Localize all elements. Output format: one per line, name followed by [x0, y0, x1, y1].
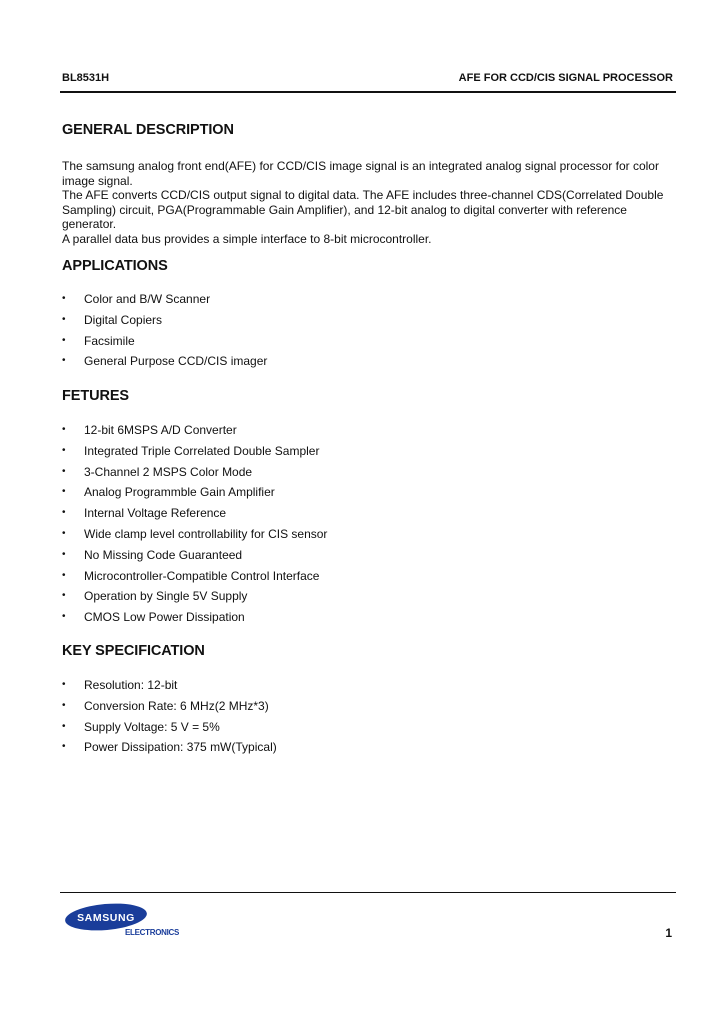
bullet-icon: • [62, 720, 66, 732]
list-item: • Power Dissipation: 375 mW(Typical) [62, 740, 277, 755]
general-description-section [62, 122, 682, 247]
key-specification-heading: KEY SPECIFICATION [62, 643, 205, 659]
specification-list [62, 678, 682, 761]
header-divider [60, 91, 676, 93]
list-item: • Operation by Single 5V Supply [62, 589, 248, 604]
bullet-icon: • [62, 465, 66, 477]
list-item: • Microcontroller-Compatible Control Interface [62, 568, 320, 583]
bullet-icon: • [62, 699, 66, 711]
bullet-icon: • [62, 355, 66, 367]
list-item: • Supply Voltage: 5 V = 5% [62, 719, 220, 734]
page-number: 1 [665, 926, 672, 940]
document-title: AFE FOR CCD/CIS SIGNAL PROCESSOR [458, 72, 673, 84]
bullet-icon: • [62, 444, 66, 456]
part-number: BL8531H [62, 72, 110, 84]
key-specification-section [62, 643, 682, 761]
bullet-icon: • [62, 334, 66, 346]
applications-heading: APPLICATIONS [62, 258, 168, 274]
features-list [62, 423, 682, 631]
list-item: • Analog Programmble Gain Amplifier [62, 485, 275, 500]
features-section [62, 388, 682, 631]
footer-divider [60, 892, 676, 893]
list-item: • Digital Copiers [62, 312, 163, 327]
bullet-icon: • [62, 424, 66, 435]
list-item: • Internal Voltage Reference [62, 506, 227, 521]
list-item: • Wide clamp level controllability for CIS sensor [62, 526, 328, 541]
list-item: • No Missing Code Guaranteed [62, 547, 243, 562]
list-item: • 3-Channel 2 MSPS Color Mode [62, 464, 253, 479]
bullet-icon: • [62, 548, 66, 560]
general-paragraph-1: The samsung analog front end(AFE) for CCD/CIS image signal is an integrated analog signal processor for color image signal. [62, 159, 659, 188]
bullet-icon: • [62, 611, 66, 623]
bullet-icon: • [62, 679, 66, 690]
list-item: • General Purpose CCD/CIS imager [62, 354, 268, 369]
list-item: • Integrated Triple Correlated Double Sampler [62, 443, 320, 458]
applications-list [62, 292, 682, 375]
features-heading: FETURES [62, 388, 129, 404]
bullet-icon: • [62, 486, 66, 498]
general-paragraph-2: The AFE converts CCD/CIS output signal to digital data. The AFE includes three-channel CDS(Correlated Double Sampling) circuit, PGA(Programmable Gain Amplifier), and 12-bit analog to digital converter with reference generator. [62, 188, 664, 232]
list-item: • Conversion Rate: 6 MHz(2 MHz*3) [62, 698, 269, 713]
logo-subtext: ELECTRONICS [125, 928, 180, 937]
list-item: • 12-bit 6MSPS A/D Converter [62, 423, 237, 437]
list-item: • CMOS Low Power Dissipation [62, 610, 245, 625]
bullet-icon: • [62, 741, 66, 753]
list-item: • Color and B/W Scanner [62, 292, 211, 306]
bullet-icon: • [62, 293, 66, 304]
applications-section [62, 258, 682, 375]
list-item: • Resolution: 12-bit [62, 678, 178, 692]
logo-text: SAMSUNG [77, 912, 135, 924]
bullet-icon: • [62, 569, 66, 581]
bullet-icon: • [62, 507, 66, 519]
general-paragraph-3: A parallel data bus provides a simple interface to 8-bit microcontroller. [62, 231, 432, 246]
bullet-icon: • [62, 527, 66, 539]
list-item: • Facsimile [62, 333, 135, 348]
general-description-heading: GENERAL DESCRIPTION [62, 122, 234, 138]
bullet-icon: • [62, 590, 66, 602]
bullet-icon: • [62, 313, 66, 325]
